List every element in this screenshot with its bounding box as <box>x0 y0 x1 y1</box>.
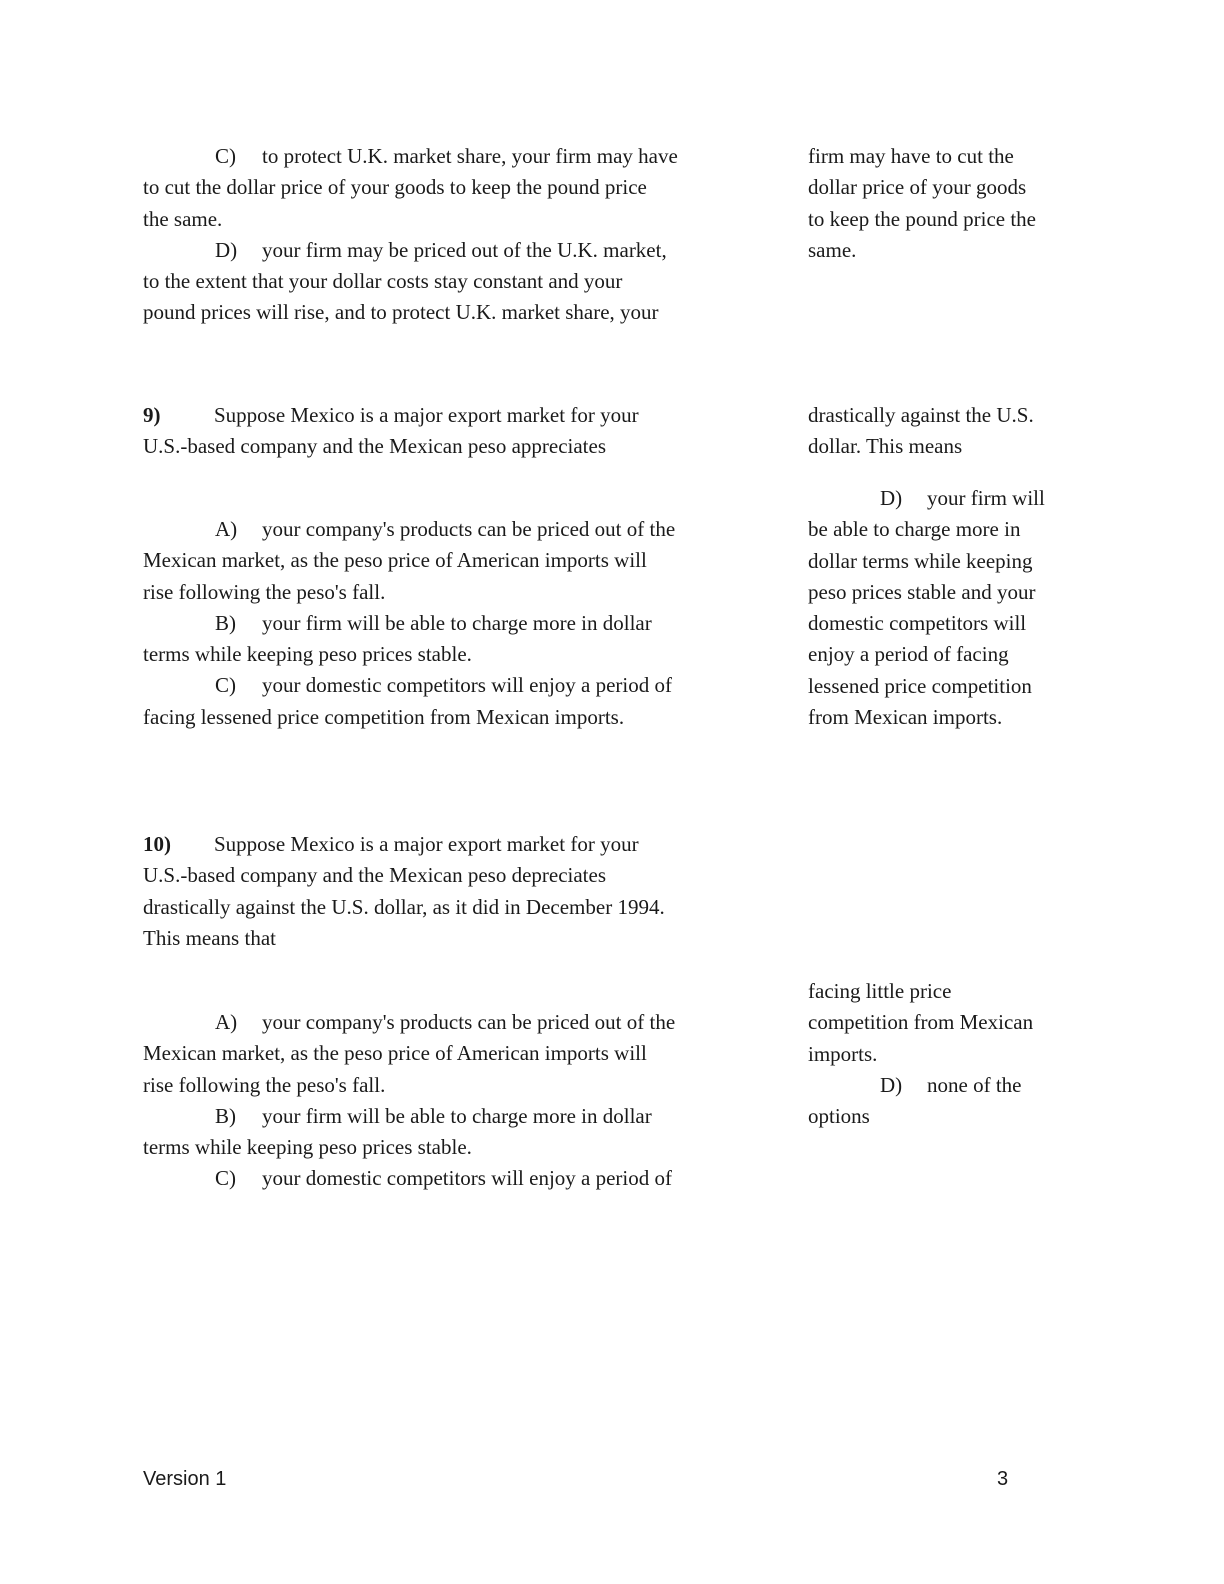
text-line: domestic competitors will <box>808 611 1027 636</box>
q9-first-line: 9) Suppose Mexico is a major export market for your <box>143 400 743 431</box>
text-line: same. <box>808 237 857 262</box>
q8-continuation-left <box>143 141 743 329</box>
text-line: firm may have to cut the <box>808 144 1014 168</box>
text-line: terms while keeping peso prices stable. <box>143 1135 472 1160</box>
q10-options <box>143 1007 743 1195</box>
option-label: D) <box>880 1072 903 1097</box>
option-c-line: C) your domestic competitors will enjoy a period of <box>143 670 743 701</box>
q10-first-line: 10) Suppose Mexico is a major export market for your <box>143 829 743 860</box>
text-line: U.S.-based company and the Mexican peso depreciates <box>143 863 607 888</box>
option-d-line: D) your firm may be priced out of the U.K. market, <box>143 235 743 266</box>
option-label: C) <box>215 144 236 168</box>
option-d-line: D) none of the <box>808 1070 1078 1101</box>
q9-stem-right <box>808 400 1078 463</box>
option-a-line: A) your company's products can be priced out of the <box>143 1007 743 1038</box>
q8-continuation-right <box>808 141 1078 266</box>
text-line: rise following the peso's fall. <box>143 1072 386 1097</box>
option-label: C) <box>215 1166 236 1191</box>
option-label: A) <box>215 1010 238 1034</box>
text-line: drastically against the U.S. <box>808 403 1034 427</box>
text-line: to the extent that your dollar costs stay constant and your <box>143 269 623 294</box>
text-line: competition from Mexican <box>808 1010 1034 1035</box>
text-line: Mexican market, as the peso price of American imports will <box>143 1041 647 1066</box>
text-line: options <box>808 1104 870 1129</box>
text-line: be able to charge more in <box>808 517 1021 542</box>
q9-stem <box>143 400 743 463</box>
q9-options-right <box>808 483 1078 733</box>
text-line: This means that <box>143 925 276 950</box>
page-number: 3 <box>997 1468 1009 1490</box>
text-line: facing lessened price competition from Mexican imports. <box>143 704 625 729</box>
option-b-line: B) your firm will be able to charge more in dollar <box>143 1101 743 1132</box>
option-d-line: D) your firm will <box>808 483 1078 514</box>
text-line: dollar price of your goods <box>808 175 1027 200</box>
footer-version: Version 1 <box>143 1468 227 1490</box>
text-line: enjoy a period of facing <box>808 642 1009 667</box>
option-label: D) <box>880 486 903 510</box>
text-line: lessened price competition <box>808 673 1032 698</box>
text-line: pound prices will rise, and to protect U.K. market share, your <box>143 300 659 325</box>
text-line: rise following the peso's fall. <box>143 579 386 604</box>
option-c-line: C) your domestic competitors will enjoy a period of <box>143 1163 743 1194</box>
text-line: peso prices stable and your <box>808 579 1036 604</box>
option-label: D) <box>215 237 238 262</box>
text-line: Mexican market, as the peso price of American imports will <box>143 548 647 573</box>
text-line: dollar terms while keeping <box>808 548 1033 573</box>
option-a-line: A) your company's products can be priced out of the <box>143 514 743 545</box>
text-line: the same. <box>143 206 223 231</box>
text-line: from Mexican imports. <box>808 705 1003 730</box>
text-line: to keep the pound price the <box>808 206 1037 231</box>
q10-options-right <box>808 976 1078 1132</box>
q10-stem <box>143 829 743 954</box>
text-line: terms while keeping peso prices stable. <box>143 642 472 667</box>
question-number: 10) <box>143 832 171 856</box>
text-line: to cut the dollar price of your goods to keep the pound price <box>143 175 647 200</box>
option-label: A) <box>215 517 238 541</box>
text-line: drastically against the U.S. dollar, as it did in December 1994. <box>143 894 665 919</box>
option-b-line: B) your firm will be able to charge more in dollar <box>143 608 743 639</box>
option-c-line: C) to protect U.K. market share, your firm may have <box>143 141 743 172</box>
text-line: U.S.-based company and the Mexican peso appreciates <box>143 434 607 459</box>
q9-options <box>143 514 743 733</box>
text-line: imports. <box>808 1041 878 1066</box>
text-line: facing little price <box>808 979 952 1003</box>
text-line: dollar. This means <box>808 434 963 459</box>
option-label: B) <box>215 1103 236 1128</box>
option-label: B) <box>215 610 236 635</box>
question-number: 9) <box>143 403 161 427</box>
option-label: C) <box>215 673 236 698</box>
